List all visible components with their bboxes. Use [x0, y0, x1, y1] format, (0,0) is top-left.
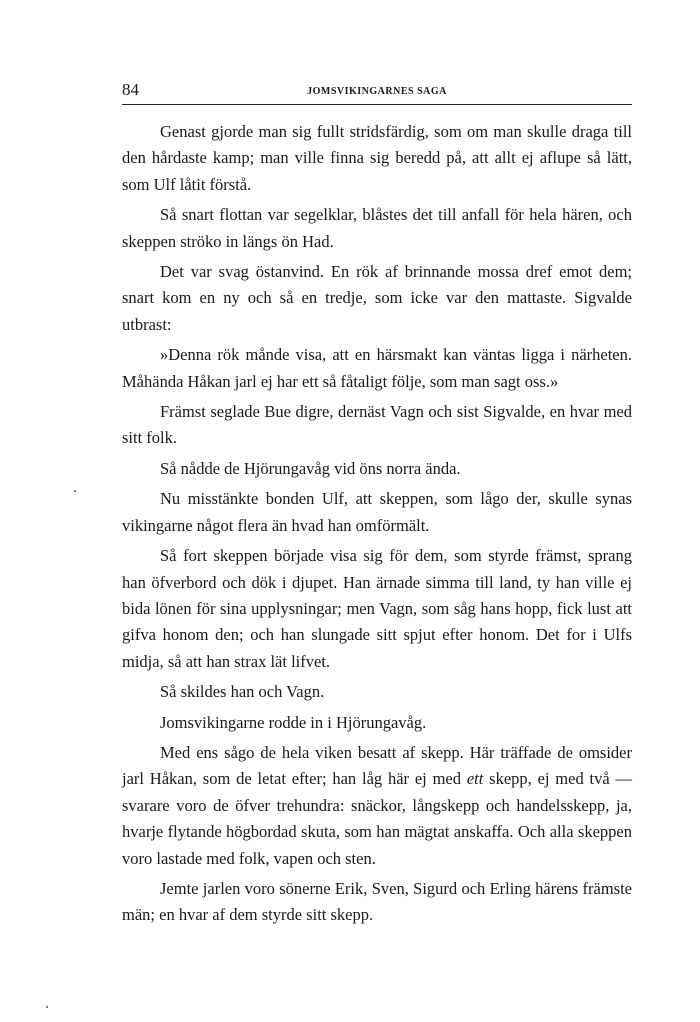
paragraph-ships: [122, 740, 632, 872]
paragraph: Så skildes han och Vagn.: [160, 682, 325, 702]
paragraph: Främst seglade Bue digre, dernäst Vagn och sist Sigvalde, en hvar med sitt folk.: [122, 402, 632, 448]
paragraph: Så nådde de Hjörungavåg vid öns norra ända.: [160, 458, 461, 478]
paragraph: Så fort skeppen började visa sig för dem, som styrde främst, sprang han öfverbord och dök i djupet. Han ärnade simma till land, ty han ville ej bida lönen för sina upplysningar; men Vagn, som såg hans hopp, fick lust att gifva honom den; och han slungade sitt spjut efter honom. Det for i Ulfs midja, så att han strax lät lifvet.: [122, 546, 632, 671]
paragraph: Jemte jarlen voro sönerne Erik, Sven, Sigurd och Erling härens främste män; en hvar af dem styrde sitt skepp.: [122, 878, 632, 925]
running-head: [122, 80, 632, 105]
running-title: JOMSVIKINGARNES SAGA: [307, 86, 447, 97]
text-run: Med ens sågo de hela viken besatt af skepp. Här träffade de omsider jarl Håkan, som de letat efter; han låg här ej med: [122, 742, 632, 789]
paper-speck: [74, 490, 76, 492]
body-text: [122, 119, 632, 929]
paragraph: Jomsvikingarne rodde in i Hjörungavåg.: [160, 712, 427, 732]
paragraph: Nu misstänkte bonden Ulf, att skeppen, som lågo der, skulle synas vikingarne något flera än hvad han omförmält.: [122, 489, 632, 535]
text-run: skepp, ej med två — svarare voro de öfver trehundra: snäckor, långskepp och handelsskepp, ja, hvarje flytande högbordad skuta, som han mägtat anskaffa. Och alla skeppen voro lastade med folk, vapen och sten.: [122, 769, 633, 868]
paragraph: »Denna rök månde visa, att en härsmakt kan väntas ligga i närheten. Måhända Håkan jarl ej har ett så fåtaligt följe, som man sagt oss.»: [122, 345, 632, 391]
paper-speck: [46, 1006, 48, 1008]
page-number: 84: [122, 80, 139, 99]
paragraph: Genast gjorde man sig fullt stridsfärdig, som om man skulle draga till den hårdaste kamp; man ville finna sig beredd på, att allt ej aflupe så lätt, som Ulf låtit förstå.: [122, 122, 632, 194]
emphasized-word: ett: [466, 769, 484, 789]
paragraph: Det var svag östanvind. En rök af brinnande mossa dref emot dem; snart kom en ny och så en tredje, som icke var den mattaste. Sigvalde utbrast:: [122, 262, 632, 334]
paragraph: Så snart flottan var segelklar, blåstes det till anfall för hela hären, och skeppen ströko in längs ön Had.: [122, 205, 632, 251]
